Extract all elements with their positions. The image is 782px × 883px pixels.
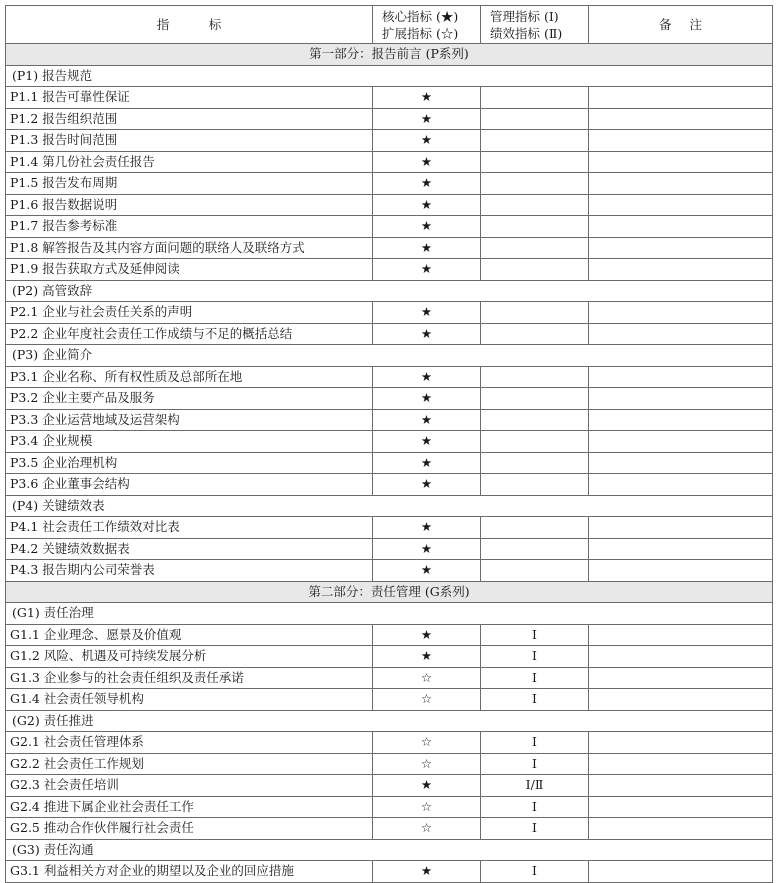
core-star-icon: ★	[373, 560, 481, 582]
remarks-cell	[589, 818, 773, 840]
indicator-row	[6, 366, 773, 388]
header-core-ext	[373, 6, 481, 44]
section-header-row	[6, 581, 773, 603]
indicator-name: P3.2 企业主要产品及服务	[6, 388, 373, 410]
indicator-type	[481, 409, 589, 431]
header-mgmt-perf	[481, 6, 589, 44]
remarks-cell	[589, 237, 773, 259]
indicator-row	[6, 560, 773, 582]
header-indicator-char-1: 指	[156, 17, 177, 32]
core-star-icon: ★	[373, 388, 481, 410]
remarks-cell	[589, 194, 773, 216]
header-core-label: 核心指标 (★)	[382, 8, 459, 24]
indicator-name: P1.2 报告组织范围	[6, 108, 373, 130]
category-row	[6, 345, 773, 367]
remarks-cell	[589, 216, 773, 238]
indicator-row	[6, 173, 773, 195]
indicator-type	[481, 130, 589, 152]
remarks-cell	[589, 388, 773, 410]
indicator-row	[6, 108, 773, 130]
core-star-icon: ★	[373, 431, 481, 453]
remarks-cell	[589, 624, 773, 646]
indicator-name: P1.1 报告可靠性保证	[6, 87, 373, 109]
header-perf-label: 绩效指标 (Ⅱ)	[490, 25, 563, 41]
indicator-row	[6, 474, 773, 496]
indicator-row	[6, 667, 773, 689]
remarks-cell	[589, 560, 773, 582]
core-star-icon: ★	[373, 216, 481, 238]
indicator-row	[6, 151, 773, 173]
indicator-type	[481, 302, 589, 324]
indicator-name: P1.9 报告获取方式及延伸阅读	[6, 259, 373, 281]
section-title: 第一部分：报告前言 (P系列)	[6, 44, 773, 66]
header-indicator	[6, 6, 373, 44]
remarks-cell	[589, 452, 773, 474]
header-mgmt-label: 管理指标 (Ⅰ)	[490, 8, 559, 24]
category-title: (P4) 关键绩效表	[6, 495, 773, 517]
category-title: (P3) 企业简介	[6, 345, 773, 367]
indicator-type	[481, 431, 589, 453]
indicator-type	[481, 538, 589, 560]
header-remarks	[589, 6, 773, 44]
indicator-type: Ⅰ	[481, 861, 589, 883]
indicator-row	[6, 753, 773, 775]
core-star-icon: ★	[373, 194, 481, 216]
indicator-row	[6, 216, 773, 238]
indicator-row	[6, 87, 773, 109]
indicator-type	[481, 366, 589, 388]
core-star-icon: ★	[373, 366, 481, 388]
indicator-name: G1.2 风险、机遇及可持续发展分析	[6, 646, 373, 668]
remarks-cell	[589, 323, 773, 345]
indicator-name: P4.2 关键绩效数据表	[6, 538, 373, 560]
indicator-name: P1.8 解答报告及其内容方面问题的联络人及联络方式	[6, 237, 373, 259]
remarks-cell	[589, 732, 773, 754]
core-star-icon: ★	[373, 474, 481, 496]
remarks-cell	[589, 366, 773, 388]
indicator-type	[481, 560, 589, 582]
table-header-row	[6, 6, 773, 44]
indicator-name: G1.3 企业参与的社会责任组织及责任承诺	[6, 667, 373, 689]
core-star-icon: ★	[373, 775, 481, 797]
indicator-row	[6, 237, 773, 259]
indicator-row	[6, 388, 773, 410]
remarks-cell	[589, 409, 773, 431]
indicator-row	[6, 259, 773, 281]
indicator-type: Ⅰ	[481, 624, 589, 646]
core-star-icon: ★	[373, 108, 481, 130]
indicator-name: P3.3 企业运营地域及运营架构	[6, 409, 373, 431]
category-title: (G2) 责任推进	[6, 710, 773, 732]
header-remarks-char-1: 备	[658, 17, 672, 32]
remarks-cell	[589, 667, 773, 689]
indicator-name: G3.1 利益相关方对企业的期望以及企业的回应措施	[6, 861, 373, 883]
indicator-type	[481, 87, 589, 109]
core-star-icon: ★	[373, 302, 481, 324]
category-title: (G1) 责任治理	[6, 603, 773, 625]
indicator-row	[6, 775, 773, 797]
indicator-name: P4.3 报告期内公司荣誉表	[6, 560, 373, 582]
category-row	[6, 603, 773, 625]
indicator-type	[481, 194, 589, 216]
indicator-name: P1.3 报告时间范围	[6, 130, 373, 152]
indicator-name: P1.6 报告数据说明	[6, 194, 373, 216]
indicator-type	[481, 388, 589, 410]
core-star-icon: ★	[373, 452, 481, 474]
section-header-row	[6, 44, 773, 66]
indicator-row	[6, 732, 773, 754]
remarks-cell	[589, 775, 773, 797]
indicator-type	[481, 517, 589, 539]
remarks-cell	[589, 517, 773, 539]
indicator-row	[6, 796, 773, 818]
indicator-type	[481, 259, 589, 281]
extended-star-icon: ☆	[373, 689, 481, 711]
indicator-name: G2.2 社会责任工作规划	[6, 753, 373, 775]
indicator-row	[6, 517, 773, 539]
indicator-name: P3.4 企业规模	[6, 431, 373, 453]
indicator-name: P1.4 第几份社会责任报告	[6, 151, 373, 173]
remarks-cell	[589, 130, 773, 152]
indicator-type	[481, 452, 589, 474]
section-title: 第二部分：责任管理 (G系列)	[6, 581, 773, 603]
core-star-icon: ★	[373, 538, 481, 560]
indicator-row	[6, 431, 773, 453]
indicator-name: P3.5 企业治理机构	[6, 452, 373, 474]
remarks-cell	[589, 753, 773, 775]
core-star-icon: ★	[373, 323, 481, 345]
indicator-row	[6, 861, 773, 883]
indicator-type: Ⅰ/Ⅱ	[481, 775, 589, 797]
indicator-row	[6, 130, 773, 152]
table-body	[6, 44, 773, 883]
category-row	[6, 65, 773, 87]
core-star-icon: ★	[373, 624, 481, 646]
indicator-row	[6, 646, 773, 668]
header-ext-label: 扩展指标 (☆)	[382, 25, 459, 41]
indicator-table	[5, 5, 773, 883]
indicator-type: Ⅰ	[481, 732, 589, 754]
indicator-name: P1.7 报告参考标准	[6, 216, 373, 238]
indicator-row	[6, 302, 773, 324]
category-row	[6, 839, 773, 861]
core-star-icon: ★	[373, 87, 481, 109]
extended-star-icon: ☆	[373, 732, 481, 754]
indicator-type: Ⅰ	[481, 818, 589, 840]
indicator-row	[6, 624, 773, 646]
category-title: (P1) 报告规范	[6, 65, 773, 87]
indicator-row	[6, 818, 773, 840]
indicator-row	[6, 452, 773, 474]
indicator-row	[6, 689, 773, 711]
remarks-cell	[589, 302, 773, 324]
indicator-name: G2.3 社会责任培训	[6, 775, 373, 797]
indicator-type: Ⅰ	[481, 796, 589, 818]
indicator-name: P2.1 企业与社会责任关系的声明	[6, 302, 373, 324]
header-remarks-char-2: 注	[689, 17, 703, 32]
indicator-type: Ⅰ	[481, 753, 589, 775]
core-star-icon: ★	[373, 646, 481, 668]
indicator-type: Ⅰ	[481, 689, 589, 711]
core-star-icon: ★	[373, 409, 481, 431]
remarks-cell	[589, 108, 773, 130]
extended-star-icon: ☆	[373, 818, 481, 840]
indicator-type	[481, 151, 589, 173]
remarks-cell	[589, 538, 773, 560]
extended-star-icon: ☆	[373, 753, 481, 775]
indicator-name: P1.5 报告发布周期	[6, 173, 373, 195]
indicator-type: Ⅰ	[481, 667, 589, 689]
remarks-cell	[589, 431, 773, 453]
indicator-row	[6, 409, 773, 431]
core-star-icon: ★	[373, 861, 481, 883]
indicator-type	[481, 474, 589, 496]
category-title: (G3) 责任沟通	[6, 839, 773, 861]
remarks-cell	[589, 151, 773, 173]
core-star-icon: ★	[373, 237, 481, 259]
indicator-name: P3.6 企业董事会结构	[6, 474, 373, 496]
core-star-icon: ★	[373, 151, 481, 173]
core-star-icon: ★	[373, 130, 481, 152]
extended-star-icon: ☆	[373, 667, 481, 689]
category-row	[6, 495, 773, 517]
indicator-type	[481, 108, 589, 130]
remarks-cell	[589, 796, 773, 818]
remarks-cell	[589, 259, 773, 281]
indicator-type	[481, 216, 589, 238]
indicator-name: P3.1 企业名称、所有权性质及总部所在地	[6, 366, 373, 388]
remarks-cell	[589, 689, 773, 711]
indicator-name: P2.2 企业年度社会责任工作成绩与不足的概括总结	[6, 323, 373, 345]
indicator-name: G1.1 企业理念、愿景及价值观	[6, 624, 373, 646]
remarks-cell	[589, 87, 773, 109]
indicator-row	[6, 538, 773, 560]
indicator-type	[481, 323, 589, 345]
indicator-type: Ⅰ	[481, 646, 589, 668]
indicator-name: G2.4 推进下属企业社会责任工作	[6, 796, 373, 818]
category-row	[6, 280, 773, 302]
core-star-icon: ★	[373, 259, 481, 281]
indicator-row	[6, 194, 773, 216]
core-star-icon: ★	[373, 517, 481, 539]
remarks-cell	[589, 173, 773, 195]
category-row	[6, 710, 773, 732]
remarks-cell	[589, 861, 773, 883]
indicator-name: G2.5 推动合作伙伴履行社会责任	[6, 818, 373, 840]
indicator-name: G1.4 社会责任领导机构	[6, 689, 373, 711]
indicator-name: P4.1 社会责任工作绩效对比表	[6, 517, 373, 539]
indicator-name: G2.1 社会责任管理体系	[6, 732, 373, 754]
remarks-cell	[589, 474, 773, 496]
category-title: (P2) 高管致辞	[6, 280, 773, 302]
indicator-type	[481, 173, 589, 195]
indicator-row	[6, 323, 773, 345]
header-indicator-char-2: 标	[208, 17, 222, 32]
core-star-icon: ★	[373, 173, 481, 195]
remarks-cell	[589, 646, 773, 668]
extended-star-icon: ☆	[373, 796, 481, 818]
indicator-type	[481, 237, 589, 259]
